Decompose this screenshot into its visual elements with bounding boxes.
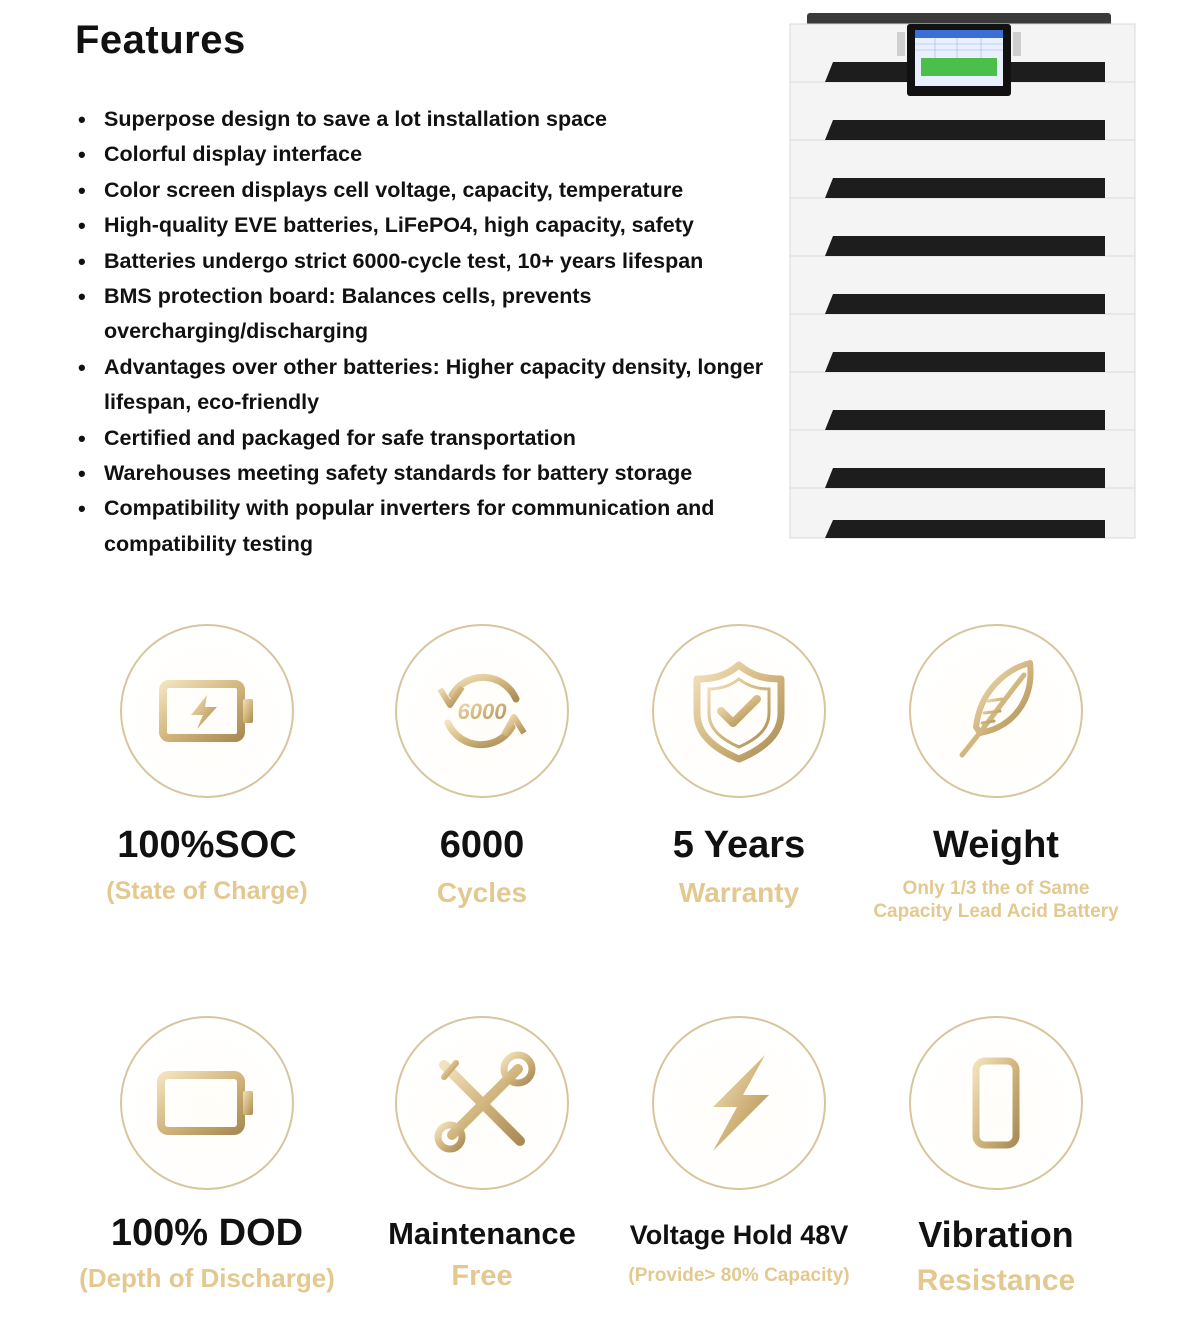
battery-empty-icon: [147, 1043, 267, 1163]
vibrating-phone-icon: [936, 1043, 1056, 1163]
feature-card-maintenance: [352, 1016, 612, 1293]
tools-icon: [422, 1043, 542, 1163]
feature-item: • Advantages over other batteries: Higher capacity density, longer lifespan, eco-friendly: [78, 350, 764, 421]
card-title: 5 Years: [672, 824, 806, 866]
icon-circle: [652, 624, 826, 798]
shield-check-icon: [679, 651, 799, 771]
feature-card-weight: [866, 624, 1126, 923]
cycle-icon-label: 6000: [457, 699, 507, 724]
card-subtitle: (State of Charge): [106, 877, 308, 905]
icon-circle: [120, 1016, 294, 1190]
card-subtitle: Resistance: [916, 1264, 1076, 1297]
lightning-icon: [679, 1043, 799, 1163]
feature-item: • BMS protection board: Balances cells, prevents overcharging/discharging: [78, 279, 674, 350]
card-title: Weight: [933, 824, 1059, 866]
feature-item: • Warehouses meeting safety standards for battery storage: [78, 456, 778, 491]
features-title: Features: [75, 18, 246, 62]
feature-card-voltage: [609, 1016, 869, 1287]
feature-item: • Compatibility with popular inverters for communication and compatibility testing: [78, 491, 744, 562]
feature-card-soc: [77, 624, 337, 906]
feature-item: • Certified and packaged for safe transportation: [78, 421, 778, 456]
card-subtitle-line2: Capacity Lead Acid Battery: [873, 901, 1119, 922]
icon-circle: [120, 624, 294, 798]
icon-circle: [395, 624, 569, 798]
battery-product-image: [785, 10, 1140, 540]
feature-item: • Colorful display interface: [78, 137, 778, 172]
icon-circle: [395, 1016, 569, 1190]
feature-card-vibration: [866, 1016, 1126, 1298]
card-title: 100%SOC: [117, 824, 297, 866]
feature-card-dod: [77, 1016, 337, 1294]
card-subtitle-line1: Only 1/3 the of Same: [902, 878, 1090, 899]
card-title: 6000: [439, 824, 525, 866]
feature-card-warranty: [609, 624, 869, 909]
feature-list: [78, 102, 778, 562]
icon-circle: [652, 1016, 826, 1190]
card-subtitle: (Provide> 80% Capacity): [628, 1265, 850, 1286]
feature-item: • High-quality EVE batteries, LiFePO4, high capacity, safety: [78, 208, 778, 243]
cycle-6000-icon: [422, 651, 542, 771]
card-subtitle: Warranty: [678, 877, 800, 908]
card-title: Vibration: [918, 1214, 1074, 1255]
feather-icon: [936, 651, 1056, 771]
feature-item: • Batteries undergo strict 6000-cycle test, 10+ years lifespan: [78, 244, 778, 279]
charging-battery-icon: [147, 651, 267, 771]
feature-item: • Color screen displays cell voltage, capacity, temperature: [78, 173, 778, 208]
card-subtitle: (Depth of Discharge): [79, 1263, 335, 1293]
card-subtitle: Free: [451, 1260, 513, 1292]
feature-item: • Superpose design to save a lot installation space: [78, 102, 778, 137]
card-title: Maintenance: [388, 1216, 576, 1251]
icon-circle: [909, 624, 1083, 798]
card-title: 100% DOD: [110, 1212, 304, 1254]
card-subtitle: Cycles: [436, 877, 528, 908]
icon-circle: [909, 1016, 1083, 1190]
feature-card-cycles: [352, 624, 612, 909]
card-title: Voltage Hold 48V: [629, 1220, 849, 1250]
